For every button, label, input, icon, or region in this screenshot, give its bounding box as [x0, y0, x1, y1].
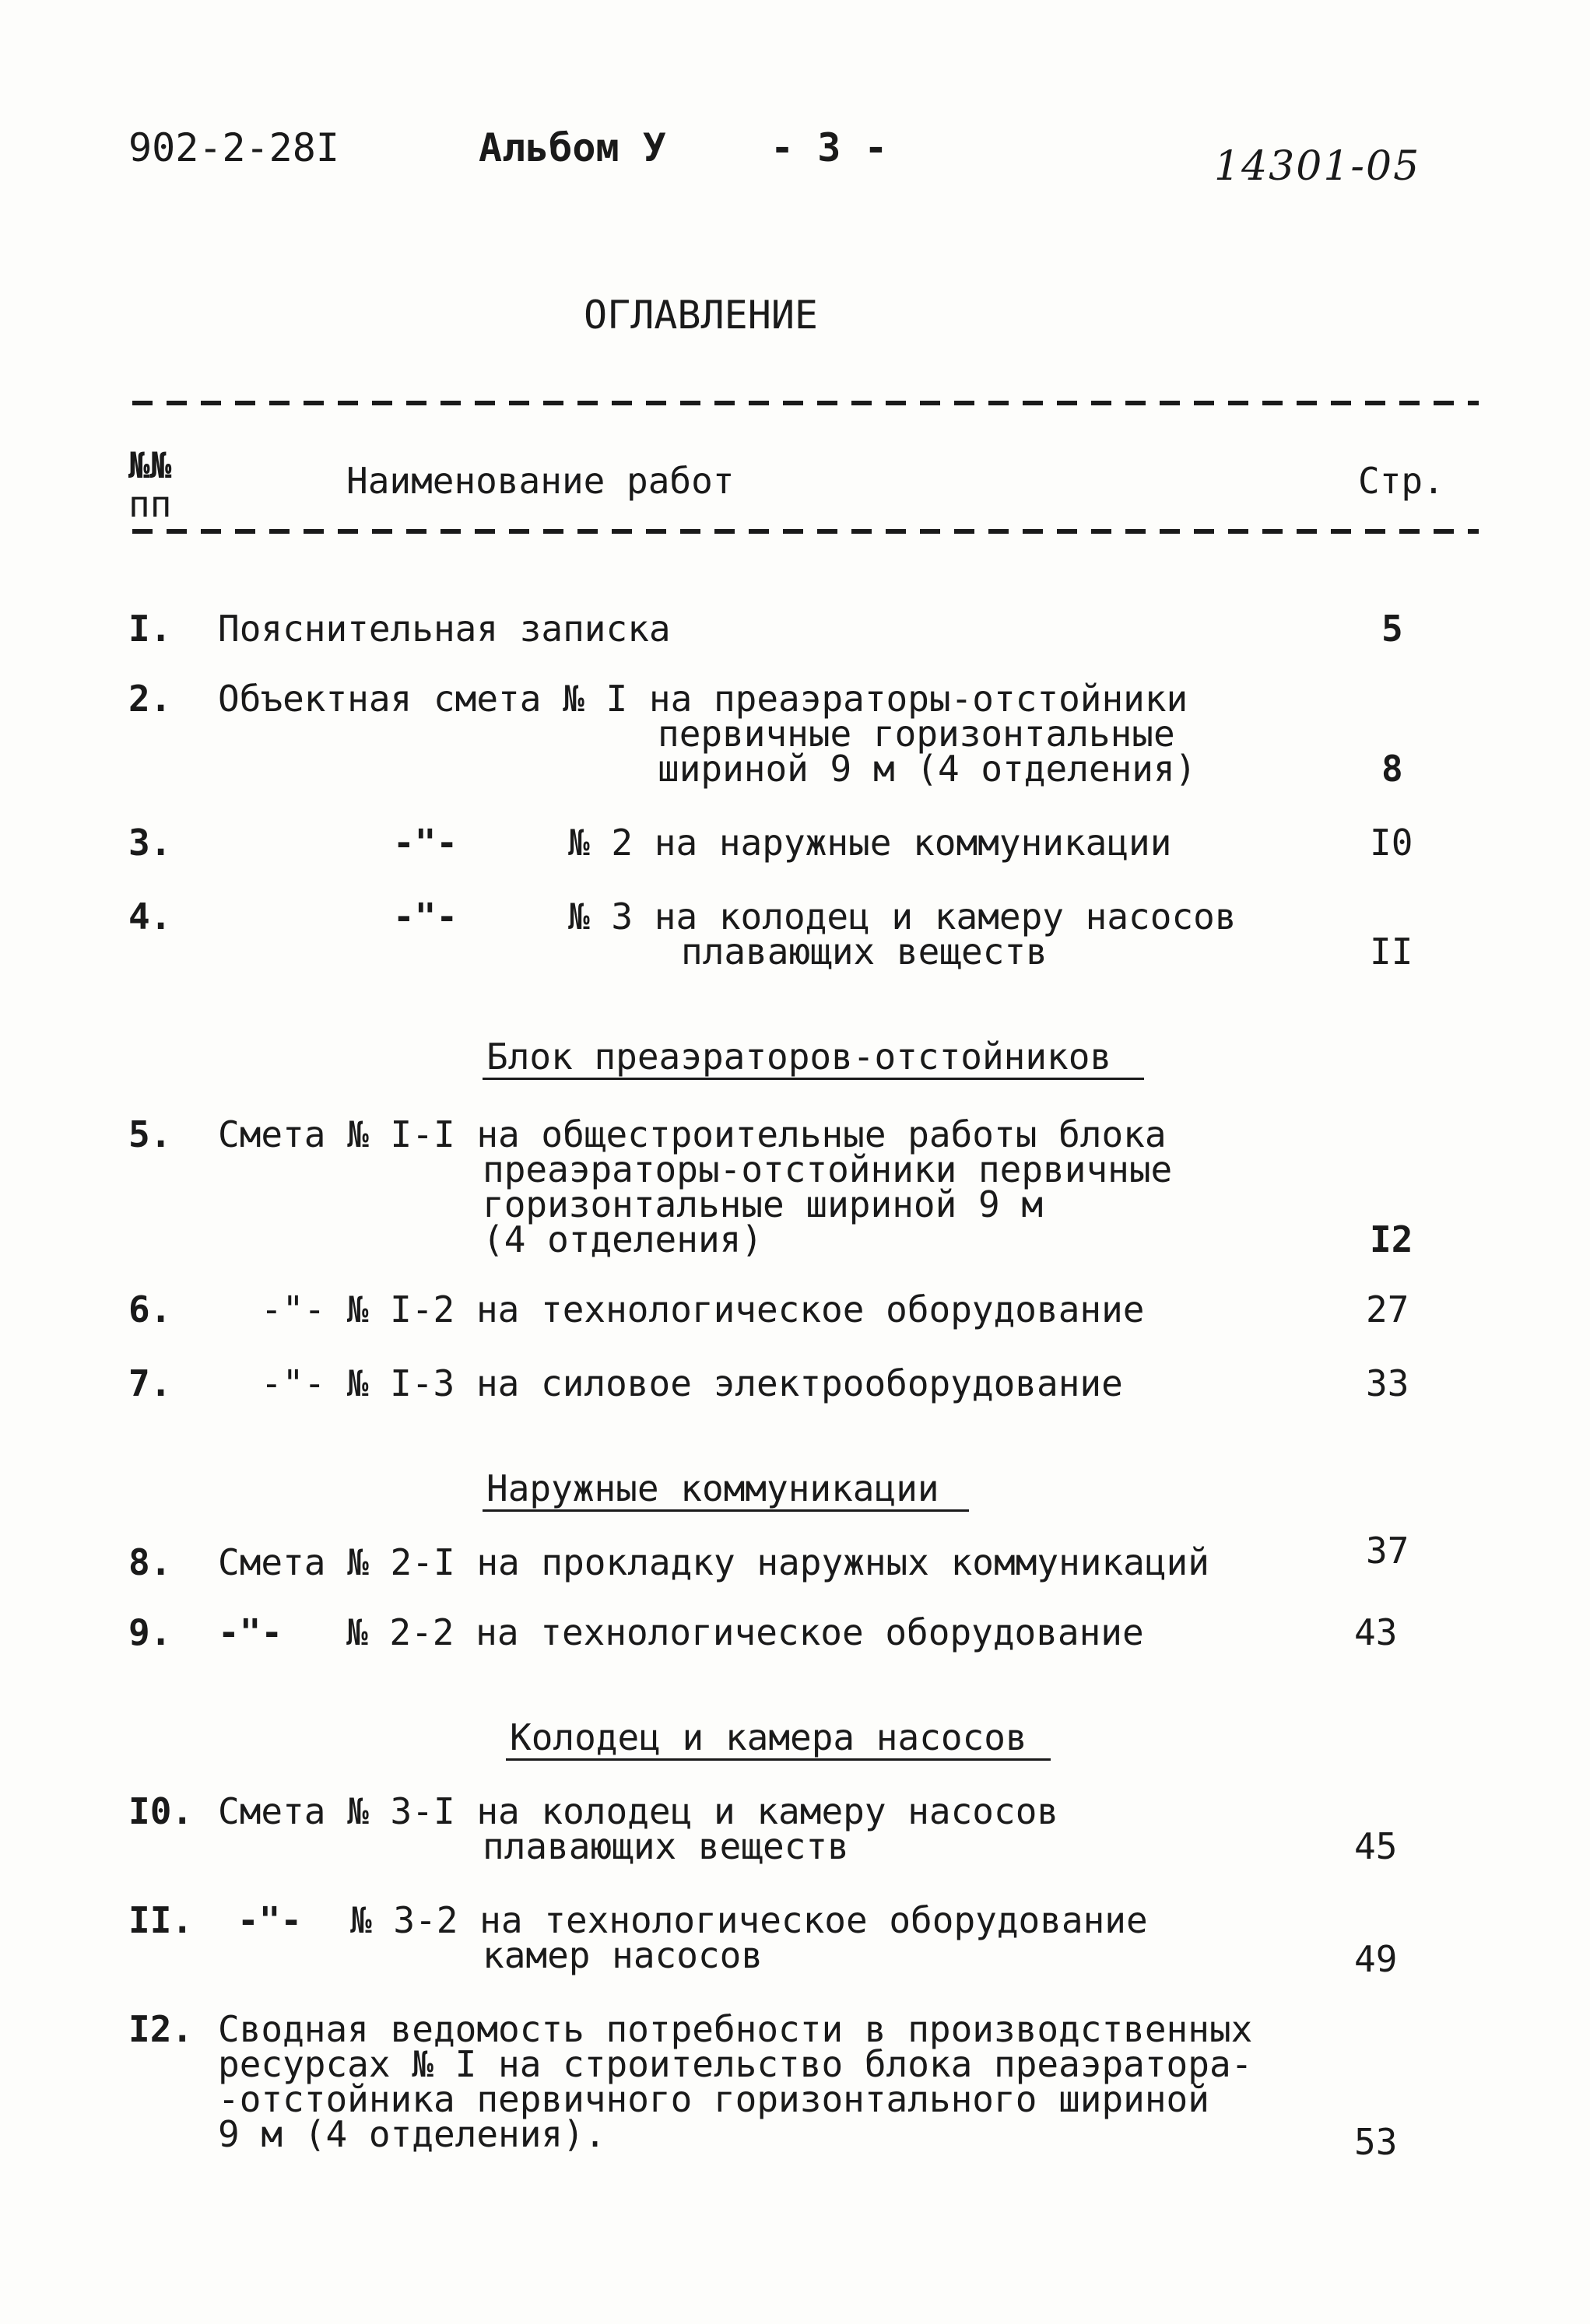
entry-page: 5 — [1381, 608, 1403, 650]
entry-text: Смета № 3-I на колодец и камеру насосов — [218, 1790, 1059, 1832]
ditto-mark: -"- — [393, 896, 458, 938]
entry-number: I2. — [128, 2008, 194, 2050]
dashed-rule-bottom — [132, 529, 1479, 534]
entry-text: камер насосов — [483, 1934, 763, 1976]
ditto-mark: -"- — [237, 1899, 303, 1941]
handwritten-number: 14301-05 — [1214, 143, 1421, 190]
entry-text: № 3 на колодец и камеру насосов — [568, 896, 1237, 938]
entry-page: 33 — [1366, 1362, 1409, 1404]
entry-page: 49 — [1354, 1938, 1398, 1980]
entry-text: первичные горизонтальные — [658, 713, 1175, 755]
entry-number: I0. — [128, 1790, 194, 1832]
section-underline — [506, 1758, 1051, 1761]
entry-page: 8 — [1381, 748, 1403, 790]
entry-page: 45 — [1354, 1825, 1398, 1867]
entry-number: II. — [128, 1899, 194, 1941]
entry-number: 2. — [128, 678, 172, 720]
entry-text: Объектная смета № I на преаэраторы-отстойники — [218, 678, 1188, 720]
section-heading: Блок преаэраторов-отстойников — [486, 1036, 1112, 1078]
entry-text: 9 м (4 отделения). — [218, 2113, 606, 2155]
page-column-label: Стр. — [1358, 460, 1444, 502]
entry-text: Пояснительная записка — [218, 608, 671, 650]
entry-number: 3. — [128, 822, 172, 864]
num-column-label: №№ — [128, 444, 172, 486]
entry-number: I. — [128, 608, 172, 650]
entry-text: ресурсах № I на строительство блока преаэратора- — [218, 2043, 1253, 2085]
ditto-mark: -"- — [218, 1611, 283, 1653]
entry-text: -"- № I-2 на технологическое оборудование — [261, 1288, 1145, 1330]
entry-text: Смета № I-I на общестроительные работы блока — [218, 1113, 1167, 1155]
entry-text: горизонтальные шириной 9 м — [483, 1183, 1044, 1225]
ditto-mark: -"- — [393, 822, 458, 864]
entry-page: I0 — [1370, 822, 1413, 864]
entry-text: шириной 9 м (4 отделения) — [658, 748, 1197, 790]
section-underline — [483, 1509, 969, 1512]
entry-text: Смета № 2-I на прокладку наружных коммуникаций — [218, 1541, 1209, 1583]
entry-text: № 2 на наружные коммуникации — [568, 822, 1172, 864]
section-heading: Колодец и камера насосов — [510, 1716, 1027, 1758]
entry-page: 43 — [1354, 1611, 1398, 1653]
page-title: ОГЛАВЛЕНИЕ — [584, 293, 819, 338]
entry-text: № 2-2 на технологическое оборудование — [346, 1611, 1144, 1653]
entry-number: 5. — [128, 1113, 172, 1155]
entry-text: -отстойника первичного горизонтального шириной — [218, 2078, 1209, 2120]
entry-text: плавающих веществ — [681, 931, 1048, 973]
section-heading: Наружные коммуникации — [486, 1467, 939, 1509]
entry-number: 9. — [128, 1611, 172, 1653]
num-column-label-2: пп — [128, 483, 172, 525]
entry-page: II — [1370, 931, 1413, 973]
section-underline — [483, 1078, 1144, 1080]
name-column-label: Наименование работ — [346, 460, 735, 502]
entry-text: -"- № I-3 на силовое электрооборудование — [261, 1362, 1123, 1404]
page-number: - 3 - — [770, 125, 888, 170]
entry-text: преаэраторы-отстойники первичные — [483, 1148, 1173, 1190]
entry-page: I2 — [1370, 1218, 1413, 1260]
entry-text: № 3-2 на технологическое оборудование — [350, 1899, 1148, 1941]
entry-text: Сводная ведомость потребности в производственных — [218, 2008, 1253, 2050]
entry-text: (4 отделения) — [483, 1218, 763, 1260]
entry-text: плавающих веществ — [483, 1825, 849, 1867]
document-code: 902-2-28I — [128, 125, 339, 170]
entry-page: 37 — [1366, 1530, 1409, 1572]
entry-number: 7. — [128, 1362, 172, 1404]
entry-number: 8. — [128, 1541, 172, 1583]
dashed-rule-top — [132, 401, 1479, 405]
entry-number: 6. — [128, 1288, 172, 1330]
entry-page: 27 — [1366, 1288, 1409, 1330]
album-label: Альбом У — [479, 125, 666, 170]
entry-number: 4. — [128, 896, 172, 938]
entry-page: 53 — [1354, 2121, 1398, 2163]
